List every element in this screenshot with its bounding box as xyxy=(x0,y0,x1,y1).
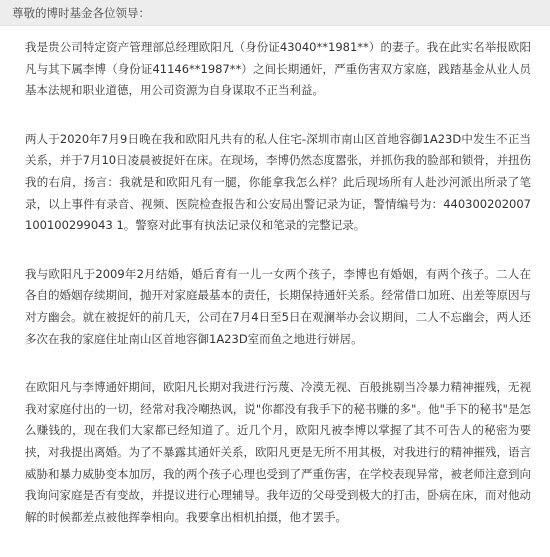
greeting-bar xyxy=(0,0,550,26)
letter-body xyxy=(25,37,531,528)
letter-paragraph: 在欧阳凡与李博通奸期间，欧阳凡长期对我进行污蔑、冷漠无视、百般挑剔当冷暴力精神摧残，无视我对家庭付出的一切，经常对我冷嘲热讽，说"你都没有我手下的秘书赚的多"。他"手下的秘书"是怎么赚钱的，现在我们大家都已经知道了。近几个月，欧阳凡被李博以掌握了其不可告人的秘密为要挟，对我提出离婚。为了不暴露其通奸关系，欧阳凡更是无所不用其极，对我进行的精神摧残，语言威胁和暴力威胁变本加厉，我的两个孩子心理也受到了严重伤害，在学校表现异常，被老师注意到向我询问家庭是否有变故，并提议进行心理辅导。我年迈的父母受到极大的打击，卧病在床，而对他动解的时候都差点被他挥拳相向。我要拿出相机拍摄，他才罢手。 xyxy=(25,380,531,524)
greeting-text: 尊敬的博时基金各位领导： xyxy=(12,6,150,20)
letter-paragraph: 我与欧阳凡于2009年2月结婚，婚后育有一儿一女两个孩子，李博也有婚姻，有两个孩子。二人在各自的婚姻存续期间，抛开对家庭最基本的责任，长期保持通奸关系。经常借口加班、出差等原因与对方幽会。就在被捉奸的前几天，公司在7月4日至5日在观澜举办会议期间，二人不忘幽会，两人还多次在我的家庭住址南山区首地容御1A23D室而鱼之地进行姘居。 xyxy=(25,266,531,346)
letter-paragraph: 我是贵公司特定资产管理部总经理欧阳凡（身份证43040**1981**）的妻子。我在此实名举报欧阳凡与其下属李博（身份证41146**1987**）之间长期通奸，严重伤害双方家庭，践踏基金从业人员基本法规和职业道德，用公司资源为自身谋取不正当利益。 xyxy=(25,40,531,98)
letter-paragraph: 两人于2020年7月9日晚在我和欧阳凡共有的私人住宅-深圳市南山区首地容御1A23D中发生不正当关系，并于7月10日凌晨被捉奸在床。在现场，李博仍然态度嚣张，并抓伤我的脸部和锁骨，并扭伤我的右肩，扬言：我就是和欧阳凡有一腿，你能拿我怎么样？此后现场所有人赴沙河派出所录了笔录，以上事件有录音、视频、医院检查报告和公安局出警记录为证，警情编号为：440300202007100100299043 1。警察对此事有执法记录仪和笔录的完整记录。 xyxy=(25,131,531,233)
